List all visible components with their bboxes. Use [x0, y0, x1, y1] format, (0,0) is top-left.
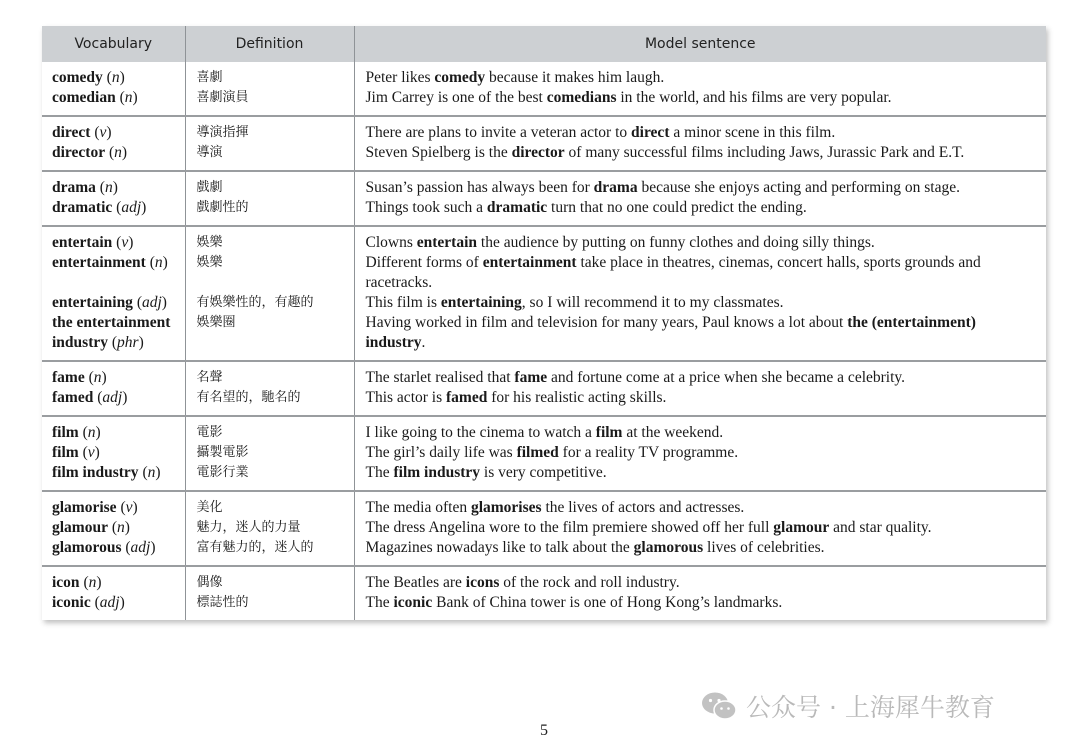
sentence-cell [354, 116, 1046, 171]
definition-text: 名聲 [196, 370, 223, 385]
vocabulary-term: comedy (n) [52, 69, 125, 86]
watermark [700, 688, 995, 724]
sentence-fragment: The [365, 594, 394, 611]
model-sentence [355, 293, 1047, 313]
definition-text: 戲劇性的 [196, 200, 249, 215]
sentence-fragment: for a reality TV programme. [558, 444, 739, 461]
vocabulary-term: entertaining (adj) [52, 294, 167, 311]
table-row [42, 566, 1046, 620]
definition-text: 導演指揮 [196, 125, 249, 140]
sentence-fragment: . [421, 334, 426, 351]
vocabulary-term: entertain (v) [52, 234, 134, 251]
vocabulary-term: entertainment (n) [52, 254, 168, 271]
part-of-speech: v [121, 234, 129, 251]
sentence-fragment: for his realistic acting skills. [487, 389, 667, 406]
model-sentence [355, 443, 1047, 463]
part-of-speech: adj [141, 294, 162, 311]
table-row [42, 226, 1046, 361]
vocabulary-term: glamorise (v) [52, 499, 138, 516]
model-sentence [355, 423, 1047, 443]
vocabulary-word: director [52, 144, 106, 161]
sentence-cell [354, 491, 1046, 566]
model-sentence [355, 538, 1047, 558]
definition-cell [185, 361, 354, 416]
sentence-keyword: director [511, 144, 565, 161]
sentence-fragment: Magazines nowadays like to talk about the [365, 539, 634, 556]
part-of-speech: adj [99, 594, 120, 611]
header-vocabulary: Vocabulary [42, 26, 185, 62]
part-of-speech: n [124, 89, 133, 106]
model-sentence [355, 178, 1047, 198]
sentence-fragment: Jim Carrey is one of the best [365, 89, 547, 106]
vocabulary-word: glamorise [52, 499, 117, 516]
definition-cell [185, 62, 354, 116]
table-row [42, 416, 1046, 491]
sentence-fragment: The media often [365, 499, 471, 516]
vocabulary-term: film (v) [52, 444, 100, 461]
sentence-fragment: Peter likes [365, 69, 435, 86]
sentence-fragment: of the rock and roll industry. [499, 574, 680, 591]
definition-cell [185, 171, 354, 226]
part-of-speech: v [99, 124, 107, 141]
model-sentence [355, 313, 1047, 353]
sentence-fragment: is very competitive. [480, 464, 607, 481]
sentence-cell [354, 62, 1046, 116]
definition-text: 電影 [196, 425, 223, 440]
vocabulary-term: iconic (adj) [52, 594, 125, 611]
table-row [42, 491, 1046, 566]
sentence-fragment: Things took such a [365, 199, 487, 216]
sentence-fragment: Steven Spielberg is the [365, 144, 512, 161]
sentence-fragment: This actor is [365, 389, 446, 406]
watermark-text: 公众号 · 上海犀牛教育 [746, 693, 995, 722]
sentence-keyword: glamour [773, 519, 830, 536]
sentence-keyword: drama [593, 179, 638, 196]
part-of-speech: n [104, 179, 113, 196]
part-of-speech: n [114, 144, 122, 161]
definition-cell [185, 491, 354, 566]
sentence-fragment: because it makes him laugh. [485, 69, 665, 86]
sentence-fragment: Different forms of [365, 254, 483, 271]
sentence-cell [354, 171, 1046, 226]
vocabulary-term: comedian (n) [52, 89, 138, 106]
vocabulary-term: icon (n) [52, 574, 102, 591]
definition-cell [185, 116, 354, 171]
definition-text: 偶像 [196, 575, 223, 590]
part-of-speech: n [117, 519, 125, 536]
definition-text: 富有魅力的，迷人的 [196, 540, 314, 555]
sentence-keyword: film industry [393, 464, 481, 481]
definition-text: 攝製電影 [196, 445, 249, 460]
model-sentence [355, 388, 1047, 408]
vocabulary-term: dramatic (adj) [52, 199, 147, 216]
sentence-cell [354, 566, 1046, 620]
sentence-fragment: Having worked in film and television for many years, Paul knows a lot about [365, 314, 848, 331]
vocabulary-term: famed (adj) [52, 389, 128, 406]
sentence-keyword: entertain [416, 234, 478, 251]
definition-text: 娛樂圈 [196, 315, 236, 330]
definition-text: 娛樂 [196, 235, 223, 250]
definition-text: 喜劇 [196, 70, 223, 85]
vocabulary-term: director (n) [52, 144, 128, 161]
model-sentence [355, 498, 1047, 518]
vocabulary-word: icon [52, 574, 80, 591]
sentence-keyword: glamorises [470, 499, 542, 516]
model-sentence [355, 573, 1047, 593]
header-model-sentence: Model sentence [354, 26, 1046, 62]
vocabulary-word: entertain [52, 234, 113, 251]
vocabulary-cell [42, 416, 185, 491]
sentence-fragment: of many successful films including Jaws, Jurassic Park and E.T. [564, 144, 965, 161]
sentence-fragment: a minor scene in this film. [669, 124, 836, 141]
sentence-fragment: and star quality. [829, 519, 932, 536]
sentence-keyword: comedians [546, 89, 617, 106]
vocabulary-word: glamour [52, 519, 108, 536]
part-of-speech: v [125, 499, 133, 516]
sentence-keyword: iconic [393, 594, 433, 611]
vocabulary-word: the entertainment industry [52, 314, 171, 351]
vocabulary-term: film industry (n) [52, 464, 161, 481]
vocabulary-word: film [52, 424, 79, 441]
table-row [42, 62, 1046, 116]
definition-text: 有名望的，馳名的 [196, 390, 301, 405]
sentence-keyword: entertainment [482, 254, 577, 271]
vocabulary-term: glamour (n) [52, 519, 130, 536]
model-sentence [355, 518, 1047, 538]
sentence-keyword: entertaining [440, 294, 522, 311]
sentence-fragment: the lives of actors and actresses. [541, 499, 745, 516]
sentence-keyword: comedy [434, 69, 486, 86]
vocabulary-term: the entertainment industry (phr) [52, 314, 171, 351]
part-of-speech: v [87, 444, 95, 461]
table-body [42, 62, 1046, 620]
vocabulary-word: famed [52, 389, 94, 406]
definition-cell [185, 226, 354, 361]
vocabulary-word: drama [52, 179, 96, 196]
sentence-fragment: I like going to the cinema to watch a [365, 424, 596, 441]
model-sentence [355, 463, 1047, 483]
vocabulary-word: iconic [52, 594, 91, 611]
vocabulary-cell [42, 361, 185, 416]
page-number: 5 [540, 722, 548, 739]
vocabulary-word: film [52, 444, 79, 461]
model-sentence [355, 143, 1047, 163]
vocabulary-word: dramatic [52, 199, 113, 216]
vocabulary-term: glamorous (adj) [52, 539, 156, 556]
vocabulary-word: film industry [52, 464, 139, 481]
vocabulary-cell [42, 171, 185, 226]
model-sentence [355, 198, 1047, 218]
model-sentence [355, 593, 1047, 613]
sentence-cell [354, 416, 1046, 491]
vocabulary-cell [42, 566, 185, 620]
sentence-fragment: There are plans to invite a veteran actor to [365, 124, 632, 141]
table-header-row [42, 26, 1046, 62]
sentence-fragment: Clowns [365, 234, 417, 251]
model-sentence [355, 68, 1047, 88]
vocabulary-word: comedian [52, 89, 116, 106]
part-of-speech: n [88, 574, 97, 591]
vocabulary-cell [42, 226, 185, 361]
model-sentence [355, 233, 1047, 253]
sentence-fragment: The [365, 464, 394, 481]
table-row [42, 171, 1046, 226]
definition-text: 戲劇 [196, 180, 223, 195]
sentence-fragment: Susan’s passion has always been for [365, 179, 594, 196]
vocabulary-word: glamorous [52, 539, 122, 556]
sentence-fragment: Bank of China tower is one of Hong Kong’s landmarks. [432, 594, 783, 611]
vocabulary-cell [42, 62, 185, 116]
definition-cell [185, 416, 354, 491]
sentence-fragment: the audience by putting on funny clothes and doing silly things. [477, 234, 875, 251]
vocabulary-term: film (n) [52, 424, 101, 441]
sentence-fragment: The Beatles are [365, 574, 466, 591]
definition-text: 標誌性的 [196, 595, 249, 610]
sentence-fragment: at the weekend. [622, 424, 724, 441]
sentence-cell [354, 226, 1046, 361]
vocabulary-word: fame [52, 369, 85, 386]
vocabulary-term: drama (n) [52, 179, 118, 196]
part-of-speech: adj [102, 389, 123, 406]
sentence-keyword: the (entertainment) industry [365, 314, 976, 351]
definition-text: 導演 [196, 145, 223, 160]
vocabulary-term: direct (v) [52, 124, 112, 141]
vocabulary-word: entertainment [52, 254, 146, 271]
part-of-speech: n [111, 69, 120, 86]
vocabulary-cell [42, 491, 185, 566]
vocabulary-table [42, 26, 1046, 620]
vocabulary-term: fame (n) [52, 369, 107, 386]
part-of-speech: n [147, 464, 156, 481]
definition-text: 有娛樂性的，有趣的 [196, 295, 314, 310]
wechat-icon [700, 691, 738, 721]
definition-text: 娛樂 [196, 255, 223, 270]
sentence-fragment: turn that no one could predict the ending. [547, 199, 807, 216]
model-sentence [355, 88, 1047, 108]
vocabulary-word: entertaining [52, 294, 133, 311]
model-sentence [355, 123, 1047, 143]
part-of-speech: n [87, 424, 96, 441]
sentence-keyword: icons [465, 574, 500, 591]
sentence-keyword: film [595, 424, 623, 441]
header-definition: Definition [185, 26, 354, 62]
vocabulary-word: direct [52, 124, 91, 141]
sentence-fragment: lives of celebrities. [703, 539, 825, 556]
table-row [42, 116, 1046, 171]
part-of-speech: n [154, 254, 163, 271]
sentence-fragment: The girl’s daily life was [365, 444, 517, 461]
part-of-speech: adj [121, 199, 142, 216]
table-row [42, 361, 1046, 416]
sentence-fragment: The dress Angelina wore to the film premiere showed off her full [365, 519, 774, 536]
definition-text: 美化 [196, 500, 223, 515]
sentence-keyword: fame [514, 369, 548, 386]
sentence-fragment: and fortune come at a price when she became a celebrity. [547, 369, 906, 386]
sentence-fragment: This film is [365, 294, 441, 311]
model-sentence [355, 253, 1047, 293]
sentence-fragment: , so I will recommend it to my classmates. [521, 294, 784, 311]
vocabulary-table-card [42, 26, 1046, 620]
vocabulary-cell [42, 116, 185, 171]
sentence-fragment: in the world, and his films are very popular. [616, 89, 892, 106]
sentence-fragment: The starlet realised that [365, 369, 515, 386]
definition-text: 魅力，迷人的力量 [196, 520, 301, 535]
model-sentence [355, 368, 1047, 388]
part-of-speech: adj [130, 539, 151, 556]
sentence-keyword: glamorous [633, 539, 704, 556]
sentence-cell [354, 361, 1046, 416]
vocabulary-word: comedy [52, 69, 103, 86]
sentence-keyword: direct [631, 124, 670, 141]
definition-cell [185, 566, 354, 620]
sentence-fragment: because she enjoys acting and performing on stage. [637, 179, 960, 196]
definition-text: 電影行業 [196, 465, 249, 480]
sentence-keyword: filmed [516, 444, 559, 461]
part-of-speech: n [93, 369, 102, 386]
definition-text: 喜劇演員 [196, 90, 249, 105]
sentence-fragment: take place in theatres, cinemas, concert halls, sports grounds and racetracks. [365, 254, 981, 291]
sentence-keyword: dramatic [486, 199, 548, 216]
part-of-speech: phr [117, 334, 139, 351]
sentence-keyword: famed [446, 389, 488, 406]
